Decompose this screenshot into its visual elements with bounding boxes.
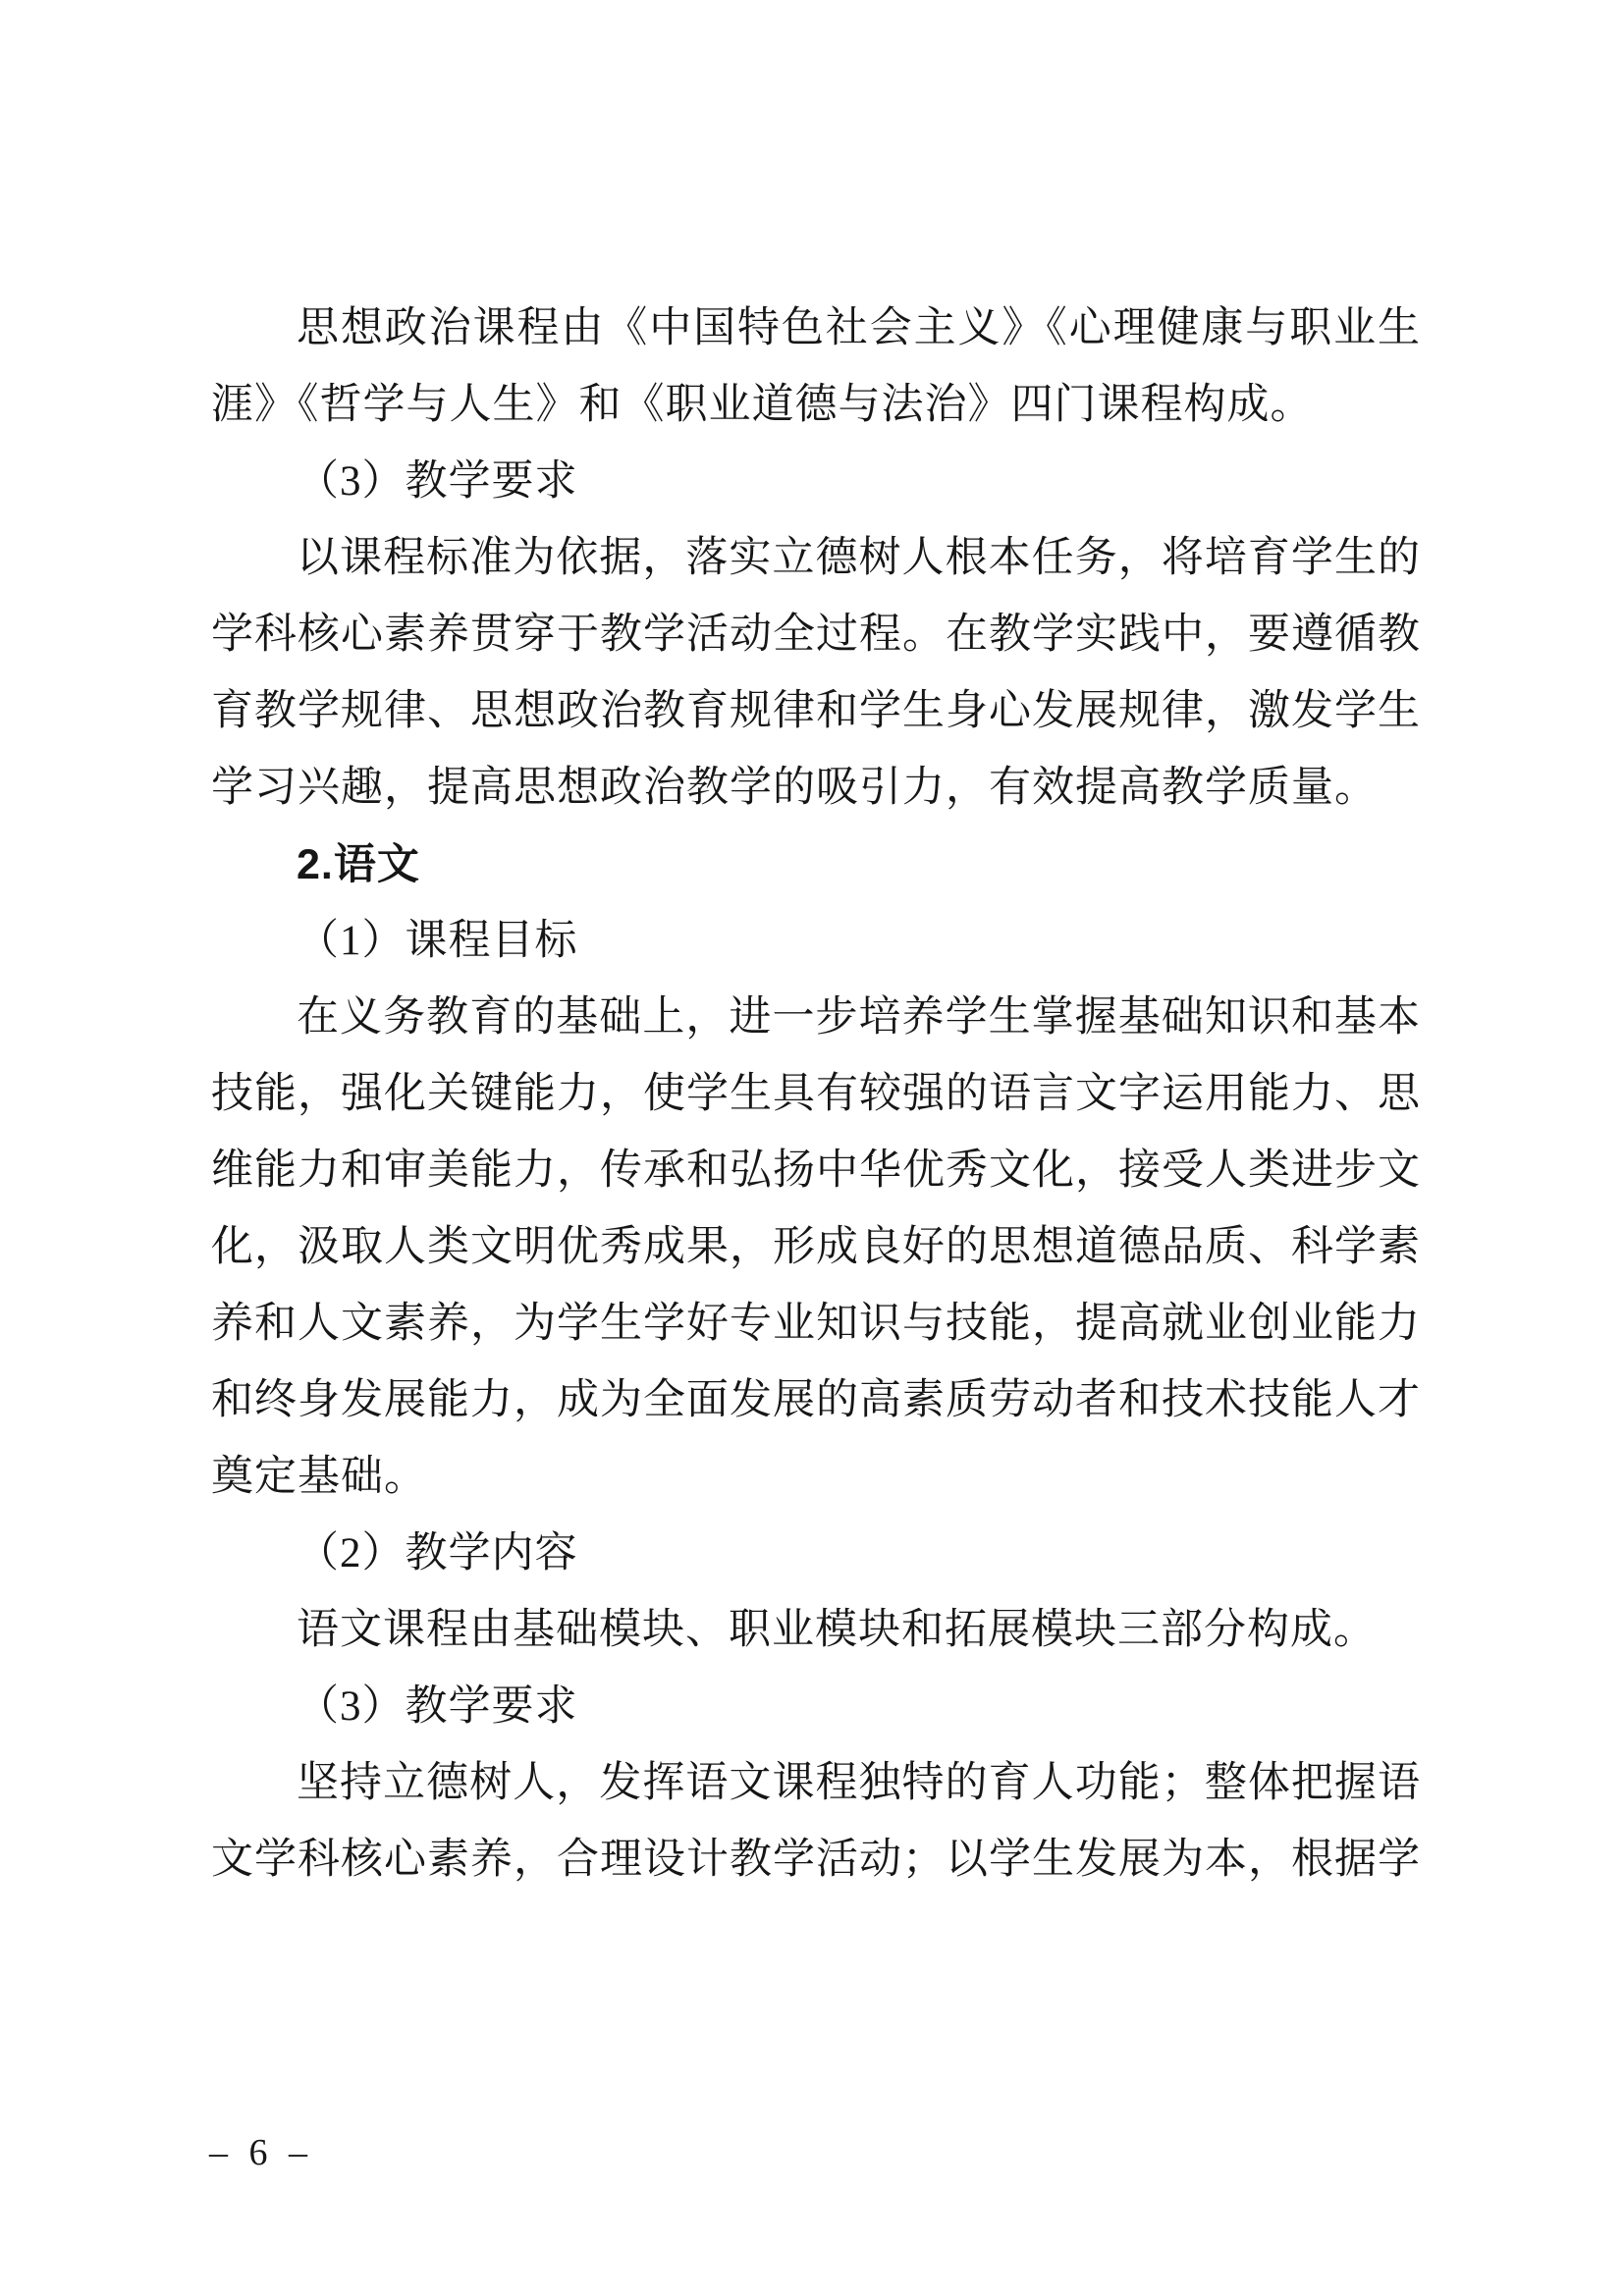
paragraph-line: 技能，强化关键能力，使学生具有较强的语言文字运用能力、思 xyxy=(211,1071,1421,1117)
paragraph-line: 化，汲取人类文明优秀成果，形成良好的思想道德品质、科学素 xyxy=(211,1224,1421,1270)
page-number: – 6 – xyxy=(209,2132,313,2173)
paragraph-line: 奠定基础。 xyxy=(211,1454,427,1500)
subsection-heading: （3）教学要求 xyxy=(297,458,578,505)
paragraph-line: 语文课程由基础模块、职业模块和拓展模块三部分构成。 xyxy=(297,1607,1377,1653)
document-body xyxy=(211,291,1421,1898)
paragraph-line: 育教学规律、思想政治教育规律和学生身心发展规律，激发学生 xyxy=(211,688,1421,734)
paragraph-line: 学习兴趣，提高思想政治教学的吸引力，有效提高教学质量。 xyxy=(211,765,1378,811)
subsection-heading: （1）课程目标 xyxy=(297,918,578,964)
paragraph-line: 和终身发展能力，成为全面发展的高素质劳动者和技术技能人才 xyxy=(211,1377,1421,1423)
section-heading-chinese: 2.语文 xyxy=(297,841,420,888)
paragraph-line: 文学科核心素养，合理设计教学活动；以学生发展为本，根据学 xyxy=(211,1837,1421,1883)
subsection-heading: （2）教学内容 xyxy=(297,1530,578,1576)
paragraph-line: 学科核心素养贯穿于教学活动全过程。在教学实践中，要遵循教 xyxy=(211,612,1421,658)
paragraph-line: 维能力和审美能力，传承和弘扬中华优秀文化，接受人类进步文 xyxy=(211,1148,1421,1194)
paragraph-line: 在义务教育的基础上，进一步培养学生掌握基础知识和基本 xyxy=(297,994,1421,1041)
subsection-heading: （3）教学要求 xyxy=(297,1683,578,1730)
paragraph-line: 养和人文素养，为学生学好专业知识与技能，提高就业创业能力 xyxy=(211,1301,1421,1347)
paragraph-line: 涯》《哲学与人生》和《职业道德与法治》四门课程构成。 xyxy=(211,382,1314,428)
paragraph-line: 坚持立德树人，发挥语文课程独特的育人功能；整体把握语 xyxy=(297,1760,1421,1806)
paragraph-line: 思想政治课程由《中国特色社会主义》《心理健康与职业生 xyxy=(297,305,1421,351)
paragraph-line: 以课程标准为依据，落实立德树人根本任务，将培育学生的 xyxy=(297,535,1421,581)
